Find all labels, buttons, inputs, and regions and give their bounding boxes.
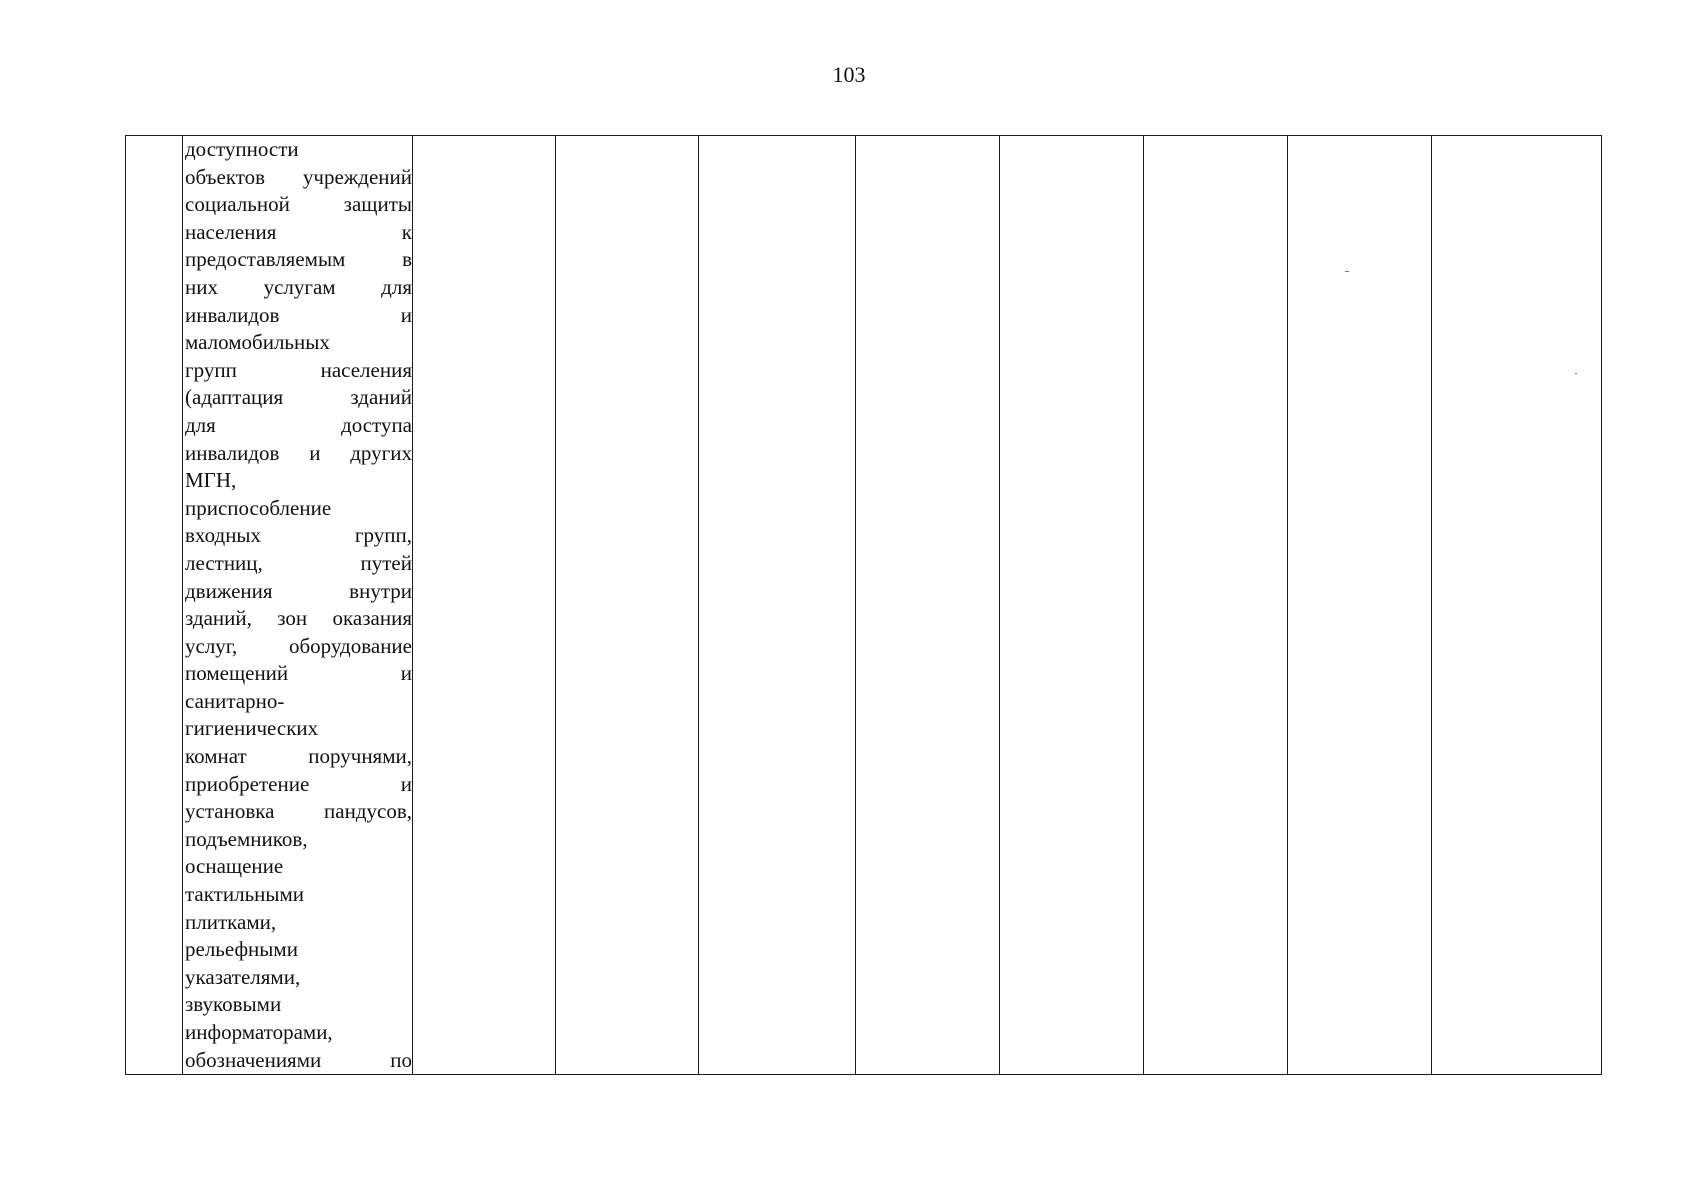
description-line: инвалидов и других xyxy=(185,440,412,465)
table-cell-description xyxy=(183,136,413,1075)
description-line: санитарно- xyxy=(185,688,285,713)
description-line: маломобильных xyxy=(185,330,330,355)
description-line: услуг, оборудование xyxy=(185,633,412,658)
description-line: плитками, xyxy=(185,909,277,934)
description-line: доступности xyxy=(185,137,299,161)
table-cell-empty xyxy=(1432,136,1602,1075)
table-cell-empty xyxy=(856,136,1000,1075)
description-line: гигиенических xyxy=(185,716,319,741)
description-line: социальной защиты xyxy=(185,192,412,217)
table-cell-empty xyxy=(1000,136,1144,1075)
description-line: указателями, xyxy=(185,964,301,989)
table-cell-number xyxy=(126,136,183,1075)
description-line: них услугам для xyxy=(185,274,412,299)
description-line: оснащение xyxy=(185,854,284,879)
table-cell-empty xyxy=(1144,136,1288,1075)
description-line: групп населения xyxy=(185,357,412,382)
description-line: приспособление xyxy=(185,495,332,520)
description-line: инвалидов и xyxy=(185,302,412,327)
description-line: лестниц, путей xyxy=(185,550,412,575)
scan-speck xyxy=(1345,271,1349,272)
description-line: МГН, xyxy=(185,468,237,493)
description-line: тактильными xyxy=(185,882,305,907)
page-number: 103 xyxy=(832,62,866,87)
document-table xyxy=(125,135,1602,1075)
table-cell-empty xyxy=(699,136,856,1075)
description-line: звуковыми xyxy=(185,992,282,1017)
description-line: информаторами, xyxy=(185,1020,333,1044)
table-row xyxy=(126,136,1602,1075)
description-line: населения к xyxy=(185,219,412,244)
description-line: движения внутри xyxy=(185,578,412,603)
description-line: предоставляемым в xyxy=(185,247,412,272)
description-line: рельефными xyxy=(185,937,298,962)
description-line: помещений и xyxy=(185,661,412,686)
description-line: объектов учреждений xyxy=(185,164,412,189)
description-line: (адаптация зданий xyxy=(185,385,412,410)
description-line: зданий, зон оказания xyxy=(185,606,412,631)
description-line: приобретение и xyxy=(185,771,412,796)
description-line: подъемников, xyxy=(185,826,308,851)
table-cell-empty xyxy=(556,136,699,1075)
scan-speck xyxy=(1575,373,1577,374)
table-cell-empty xyxy=(1288,136,1432,1075)
description-text xyxy=(183,136,412,1074)
description-line: входных групп, xyxy=(185,523,412,548)
table-cell-empty xyxy=(413,136,556,1075)
description-line: для доступа xyxy=(185,412,412,437)
description-line: обозначениями по xyxy=(185,1047,412,1072)
description-line: установка пандусов, xyxy=(185,799,412,824)
description-line: комнат поручнями, xyxy=(185,744,412,769)
